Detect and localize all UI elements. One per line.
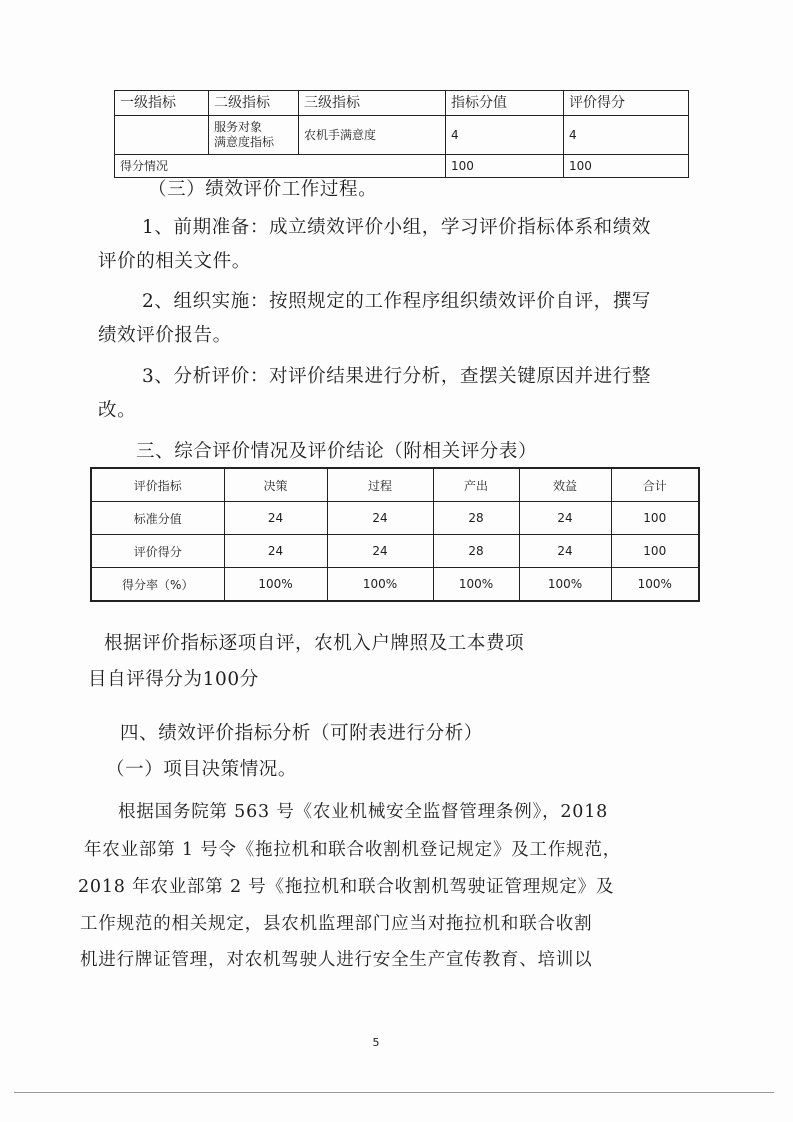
section-heading: 三、综合评价情况及评价结论（附相关评分表）: [136, 441, 538, 462]
level2-label-line2: 满意度指标: [214, 135, 275, 149]
row-header: 标准分值: [91, 502, 224, 535]
table-cell: [115, 116, 209, 155]
table-cell: 4: [446, 116, 564, 155]
page-number: 5: [372, 1036, 380, 1049]
header-cell: 评价指标: [91, 468, 224, 502]
row-header: 得分率（%）: [91, 568, 224, 602]
table-cell: 100%: [224, 568, 327, 602]
paragraph-line: 根据国务院第 563 号《农业机械安全监督管理条例》，2018: [118, 802, 609, 822]
scan-edge-divider: [14, 1092, 774, 1093]
table-cell: 28: [433, 535, 519, 568]
table-cell: 24: [224, 535, 327, 568]
paragraph-line: 2018 年农业部第 2 号《拖拉机和联合收割机驾驶证管理规定》及: [78, 877, 615, 897]
evaluation-summary-table: [90, 467, 700, 602]
section-heading: 四、绩效评价指标分析（可附表进行分析）: [120, 723, 483, 744]
table-cell: 100: [611, 535, 699, 568]
process-heading: （三）绩效评价工作过程。: [148, 179, 378, 200]
header-cell: 效益: [519, 468, 611, 502]
total-row: [115, 155, 689, 178]
total-label: 得分情况: [115, 155, 446, 178]
paragraph-line: 改。: [98, 400, 137, 421]
paragraph-line: 评价的相关文件。: [98, 251, 251, 272]
table-cell: 24: [519, 535, 611, 568]
row-header: 评价得分: [91, 535, 224, 568]
total-score: 100: [446, 155, 564, 178]
paragraph-line: 3、分析评价：对评价结果进行分析，查摆关键原因并进行整: [142, 366, 651, 387]
level2-label-line1: 服务对象: [214, 120, 263, 134]
table-cell: 24: [519, 502, 611, 535]
header-cell: 决策: [224, 468, 327, 502]
header-cell: 指标分值: [446, 91, 564, 116]
table-cell: 24: [224, 502, 327, 535]
paragraph-line: 机进行牌证管理，对农机驾驶人进行安全生产宣传教育、培训以: [80, 950, 593, 970]
header-cell: 产出: [433, 468, 519, 502]
header-cell: 三级指标: [299, 91, 446, 116]
table-cell: 100%: [327, 568, 433, 602]
table-cell: 24: [327, 502, 433, 535]
subsection-heading: （一）项目决策情况。: [106, 759, 298, 780]
table-cell: 4: [564, 116, 689, 155]
table-row: [115, 116, 689, 155]
header-cell: 过程: [327, 468, 433, 502]
table-cell: [209, 116, 299, 155]
table-cell: 100%: [433, 568, 519, 602]
table-cell: 100%: [611, 568, 699, 602]
paragraph-line: 绩效评价报告。: [98, 325, 232, 346]
table-cell: 28: [433, 502, 519, 535]
paragraph-line: 根据评价指标逐项自评，农机入户牌照及工本费项: [104, 633, 525, 654]
table-header-row: [91, 468, 699, 502]
header-cell: 评价得分: [564, 91, 689, 116]
header-cell: 一级指标: [115, 91, 209, 116]
table-cell: 24: [327, 535, 433, 568]
header-cell: 二级指标: [209, 91, 299, 116]
table-row: [91, 568, 699, 602]
paragraph-line: 工作规范的相关规定，县农机监理部门应当对拖拉机和联合收割: [80, 914, 593, 934]
indicator-score-table: [114, 90, 689, 178]
paragraph-line: 年农业部第 1 号令《拖拉机和联合收割机登记规定》及工作规范，: [84, 840, 622, 860]
paragraph-line: 2、组织实施：按照规定的工作程序组织绩效评价自评，撰写: [142, 291, 651, 312]
table-row: [91, 502, 699, 535]
header-cell: 合计: [611, 468, 699, 502]
table-cell: 农机手满意度: [299, 116, 446, 155]
table-cell: 100: [611, 502, 699, 535]
paragraph-line: 目自评得分为100分: [88, 669, 259, 690]
table-row: [91, 535, 699, 568]
paragraph-line: 1、前期准备：成立绩效评价小组，学习评价指标体系和绩效: [142, 217, 651, 238]
total-result: 100: [564, 155, 689, 178]
table-header-row: [115, 91, 689, 116]
table-cell: 100%: [519, 568, 611, 602]
